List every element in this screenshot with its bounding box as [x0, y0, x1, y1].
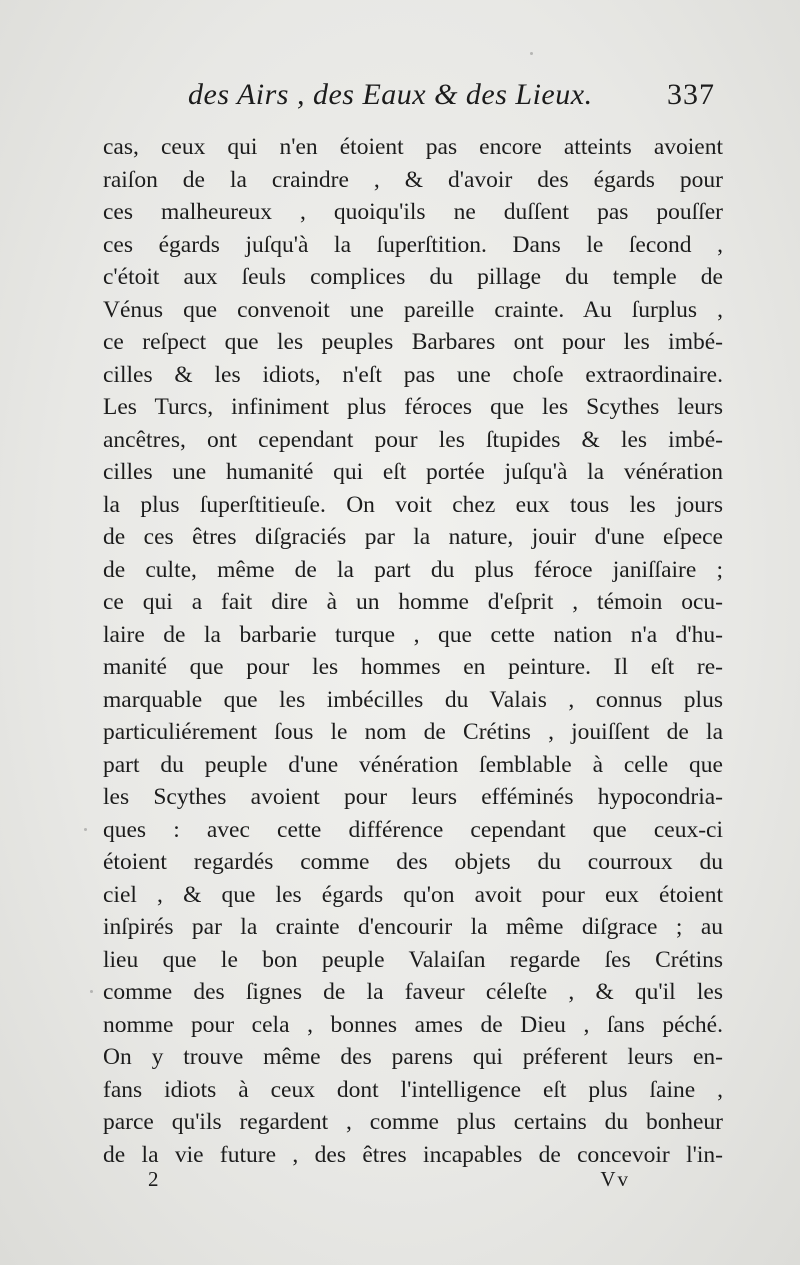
body-text: [103, 131, 723, 1171]
text-line: comme des ſignes de la faveur céleſte , & qu'il les: [103, 979, 723, 1005]
text-line: les Scythes avoient pour leurs efféminés hypocondria-: [103, 784, 723, 810]
text-line: marquable que les imbécilles du Valais , connus plus: [103, 686, 723, 713]
text-line: nomme pour cela , bonnes ames de Dieu , ſans péché.: [103, 1011, 723, 1038]
text-line: part du peuple d'une vénération ſemblable à celle que: [103, 751, 723, 778]
text-line: particuliérement ſous le nom de Crétins , jouiſſent de la: [103, 719, 723, 745]
text-line: Vénus que convenoit une pareille crainte. Au ſurplus ,: [103, 296, 723, 323]
paper-speck: [90, 990, 93, 993]
text-line: parce qu'ils regardent , comme plus certains du bonheur: [103, 1109, 723, 1135]
text-line: cilles une humanité qui eſt portée juſqu'à la vénération: [103, 459, 723, 485]
text-line: cilles & les idiots, n'eſt pas une choſe extraordinaire.: [103, 361, 723, 388]
text-line: On y trouve même des parens qui préferent leurs en-: [103, 1044, 723, 1070]
signature-mark: 2: [148, 1167, 159, 1191]
text-line: Les Turcs, infiniment plus féroces que les Scythes leurs: [103, 394, 723, 420]
text-line: raiſon de la craindre , & d'avoir des égards pour: [103, 166, 723, 193]
text-line: cas, ceux qui n'en étoient pas encore atteints avoient: [103, 134, 723, 160]
page-number: 337: [667, 78, 715, 111]
text-line: ces malheureux , quoiqu'ils ne duſſent pas pouſſer: [103, 199, 723, 225]
text-line: inſpirés par la crainte d'encourir la même diſgrace ; au: [103, 914, 723, 940]
text-line: ques : avec cette différence cependant que ceux-ci: [103, 816, 723, 843]
text-line: ce qui a fait dire à un homme d'eſprit , témoin ocu-: [103, 589, 723, 615]
text-line: manité que pour les hommes en peinture. Il eſt re-: [103, 654, 723, 680]
text-line: de la vie future , des êtres incapables de concevoir l'in-: [103, 1141, 723, 1168]
running-head: des Airs , des Eaux & des Lieux.: [188, 78, 593, 111]
text-line: fans idiots à ceux dont l'intelligence eſt plus ſaine ,: [103, 1076, 723, 1103]
page-header: [150, 78, 715, 118]
paper-speck: [530, 52, 533, 55]
text-line: ces égards juſqu'à la ſuperſtition. Dans le ſecond ,: [103, 231, 723, 258]
text-line: la plus ſuperſtitieuſe. On voit chez eux tous les jours: [103, 491, 723, 518]
text-line: de culte, même de la part du plus féroce janiſſaire ;: [103, 556, 723, 583]
text-line: lieu que le bon peuple Valaiſan regarde ſes Crétins: [103, 946, 723, 973]
paper-speck: [84, 828, 87, 831]
text-line: ancêtres, ont cependant pour les ſtupides & les imbé-: [103, 426, 723, 453]
text-line: étoient regardés comme des objets du courroux du: [103, 849, 723, 875]
catchword: Vv: [600, 1167, 630, 1191]
text-line: c'étoit aux ſeuls complices du pillage du temple de: [103, 264, 723, 290]
text-line: laire de la barbarie turque , que cette nation n'a d'hu-: [103, 621, 723, 648]
text-line: ce reſpect que les peuples Barbares ont pour les imbé-: [103, 329, 723, 355]
text-line: ciel , & que les égards qu'on avoit pour eux étoient: [103, 881, 723, 908]
page-footer: [140, 1167, 630, 1197]
text-line: de ces êtres diſgraciés par la nature, jouir d'une eſpece: [103, 524, 723, 550]
